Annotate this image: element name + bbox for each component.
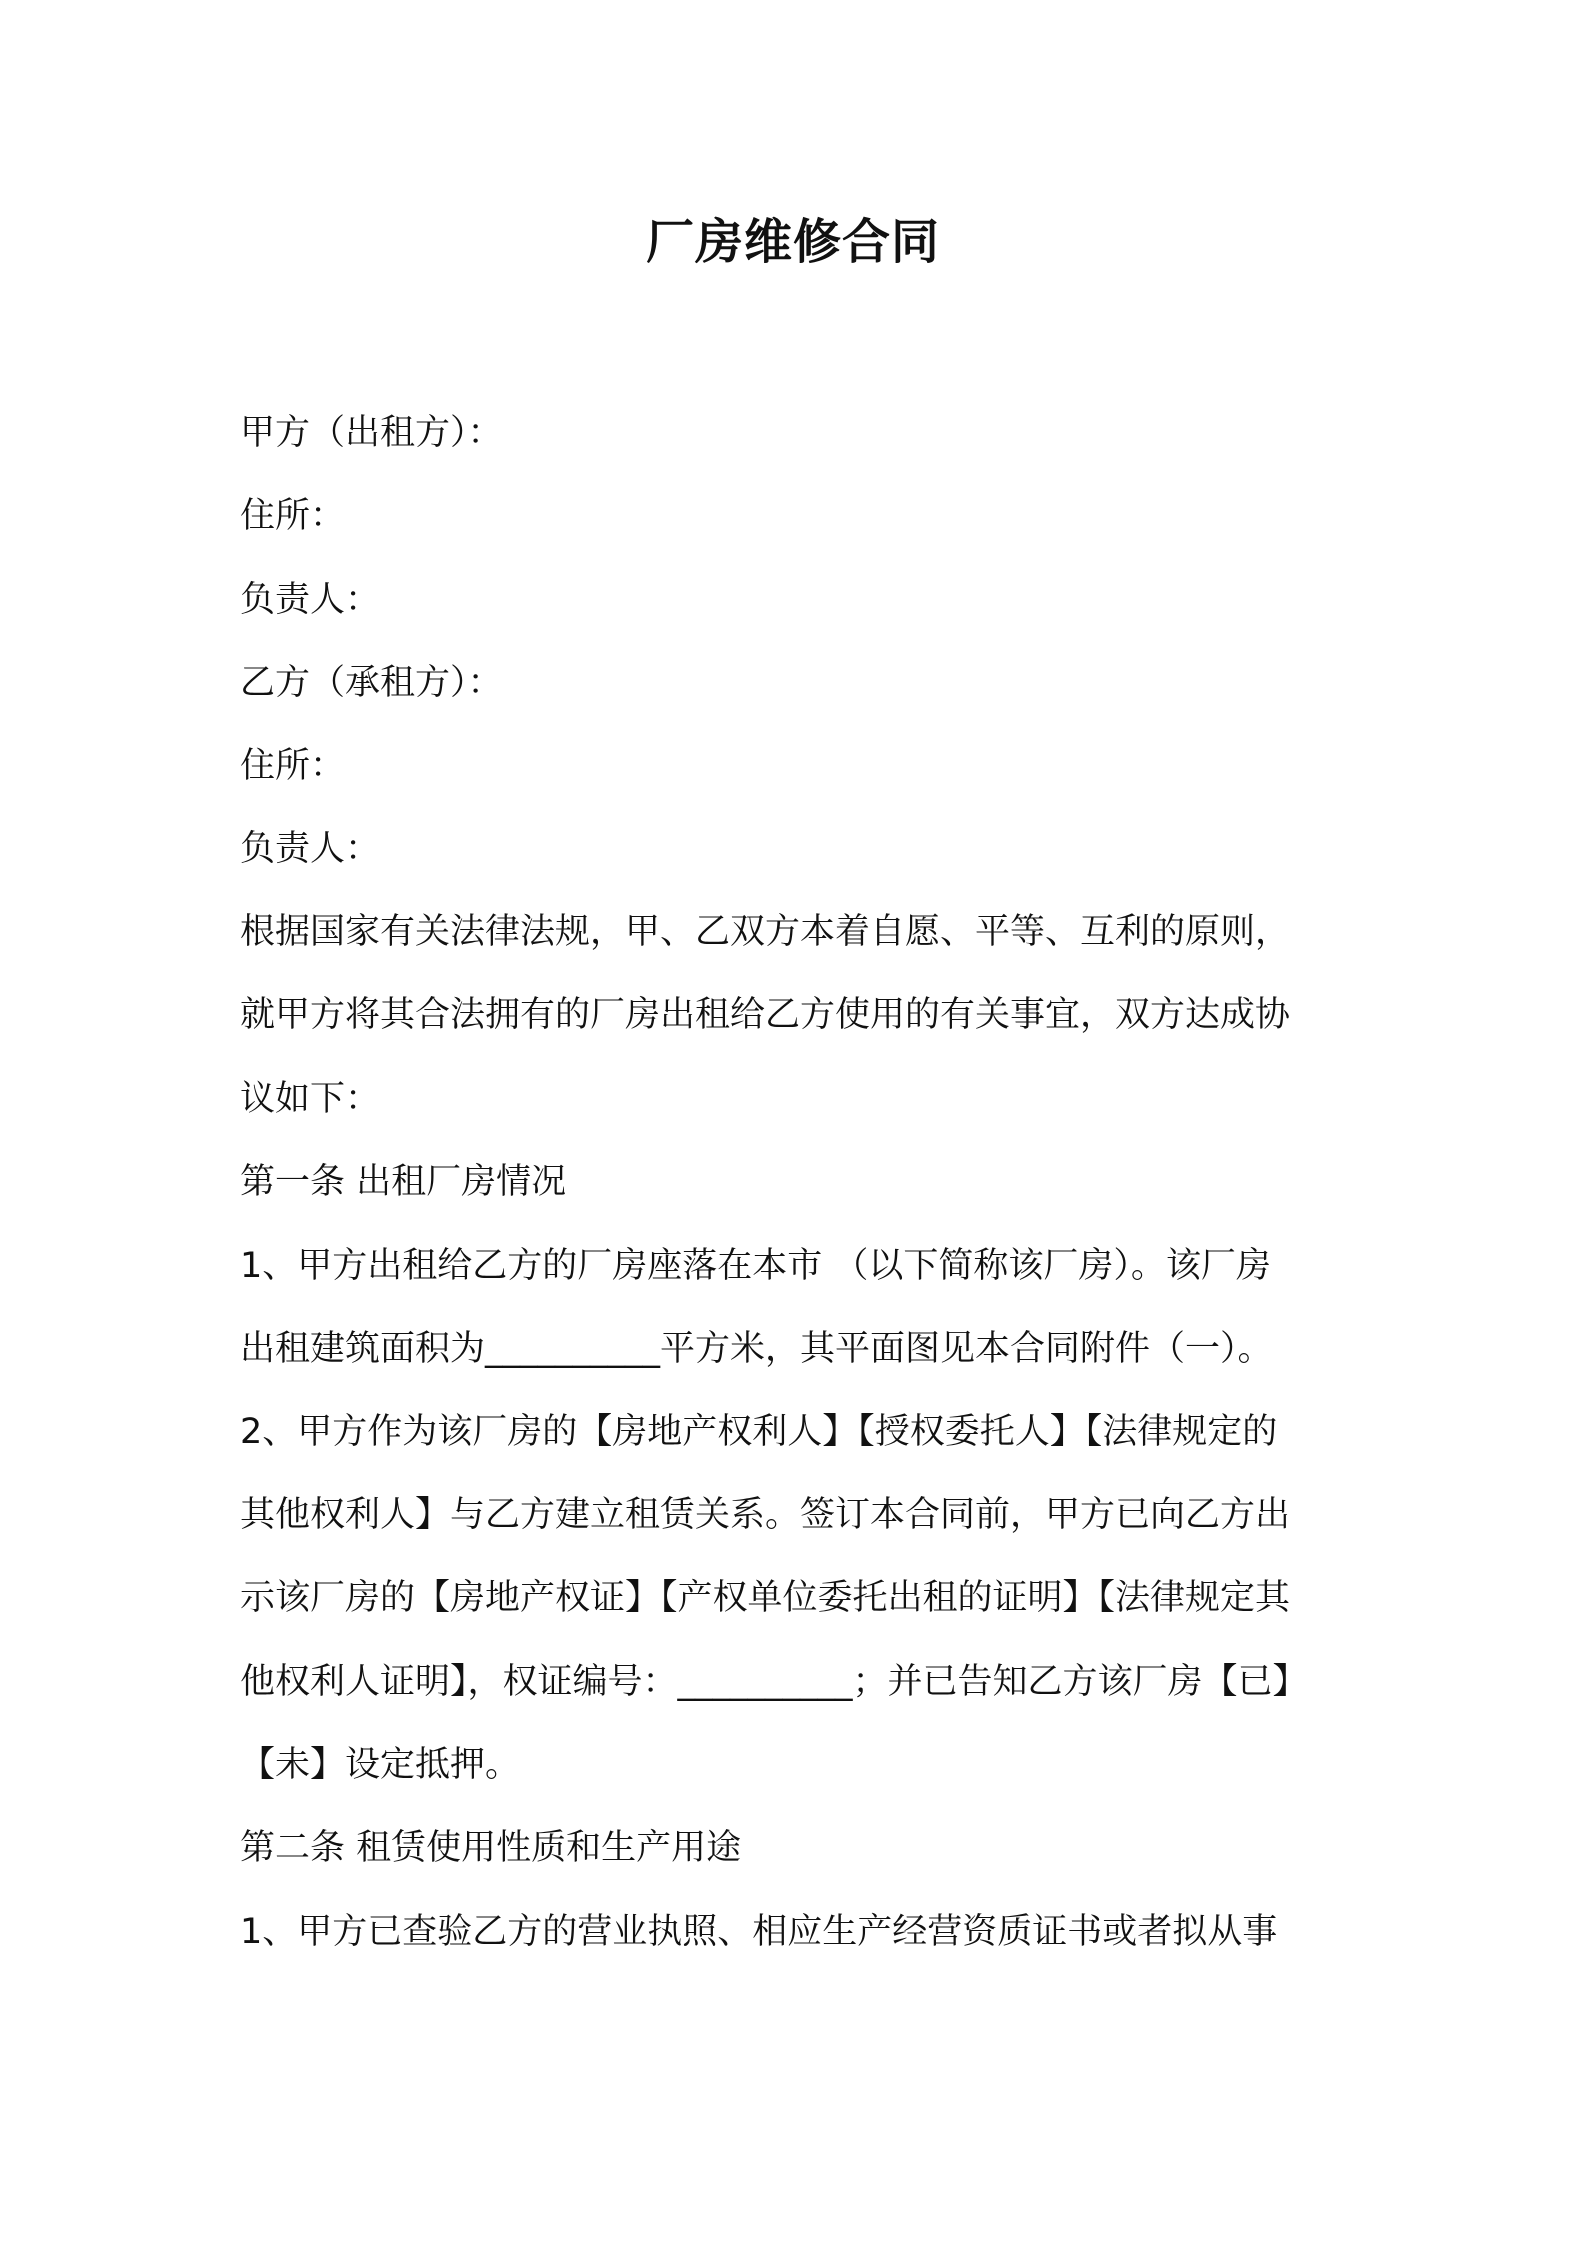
party-b-address: 住所： [240, 746, 346, 786]
clause-line: 出租建筑面积为__________平方米，其平面图见本合同附件（一）。 [240, 1329, 1273, 1369]
clause-line: 【未】设定抵押。 [240, 1745, 521, 1785]
party-a-address: 住所： [240, 496, 346, 536]
party-b-representative: 负责人： [240, 829, 381, 869]
clause-line: 2、甲方作为该厂房的【房地产权利人】【授权委托人】【法律规定的 [240, 1412, 1278, 1452]
clause-line: 1、甲方出租给乙方的厂房座落在本市 （以下简称该厂房）。该厂房 [240, 1246, 1271, 1286]
party-a-label: 甲方（出租方）： [240, 413, 503, 453]
article-heading: 第二条 租赁使用性质和生产用途 [240, 1828, 742, 1868]
clause-line: 其他权利人】与乙方建立租赁关系。签订本合同前，甲方已向乙方出 [240, 1495, 1291, 1535]
party-a-representative: 负责人： [240, 580, 381, 620]
party-b-label: 乙方（承租方）： [240, 663, 503, 703]
document-title: 厂房维修合同 [645, 214, 940, 270]
clause-line: 他权利人证明】，权证编号：__________；并已告知乙方该厂房【已】 [240, 1662, 1308, 1702]
preamble-line: 议如下： [240, 1079, 381, 1119]
article-heading: 第一条 出租厂房情况 [240, 1162, 567, 1202]
clause-line: 示该厂房的【房地产权证】【产权单位委托出租的证明】【法律规定其 [240, 1578, 1291, 1618]
preamble-line: 根据国家有关法律法规，甲、乙双方本着自愿、平等、互利的原则， [240, 912, 1291, 952]
clause-line: 1、甲方已查验乙方的营业执照、相应生产经营资质证书或者拟从事 [240, 1912, 1278, 1952]
preamble-line: 就甲方将其合法拥有的厂房出租给乙方使用的有关事宜，双方达成协 [240, 995, 1291, 1035]
